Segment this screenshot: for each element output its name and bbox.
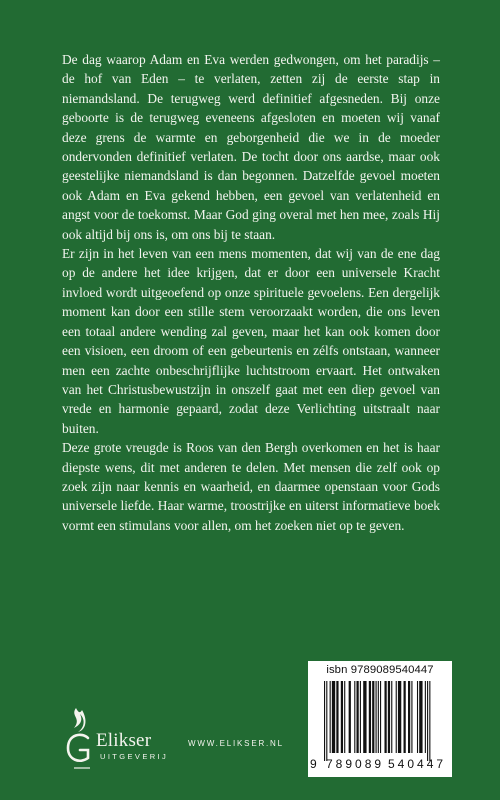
barcode-bar: [427, 681, 428, 761]
publisher-name: Elikser: [96, 730, 152, 751]
isbn-barcode-box: [308, 661, 452, 777]
blurb-paragraph-2: Er zijn in het leven van een mens momenten, dat wij van de ene dag op de andere het idee krijgen, dat er door een universele Kracht invloed wordt uitgeoefend op onze spirituele gevoelens. Een dergelijk moment kan door een stille stem veroorzaakt worden, die ons leven een totaal andere wending zal geven, maar het kan ook komen door een visioen, een droom of een gebeurtenis en zélfs ontstaan, wanneer men een zachte onbeschrijflijke luchtstroom ervaart. Het ontwaken van het Christusbewustzijn in onszelf gaat met een diep gevoel van vrede en harmonie gepaard, zodat deze Verlichting uitstraalt naar buiten.: [62, 246, 440, 436]
barcode-bar: [336, 681, 338, 753]
barcode-bar: [344, 681, 345, 753]
isbn-label: isbn 9789089540447: [326, 664, 434, 676]
barcode-bar: [360, 681, 361, 753]
barcode-bar: [380, 681, 381, 753]
barcode-bar: [429, 681, 430, 761]
blurb-paragraph-1: De dag waarop Adam en Eva werden gedwongen, om het paradijs – de hof van Eden – te verlaten, zetten zij de eerste stap in niemandsland. De terugweg werd definitief afgesneden. Bij onze geboorte is de terugweg eveneens afgesloten en moeten wij vanaf deze grens de warmte en geborgenheid die we in de moeder ondervonden definitief verlaten. De tocht door ons aardse, maar ook geestelijke niemandsland is dan begonnen. Datzelfde gevoel moeten ook Adam en Eva gekend hebben, een gevoel van verlatenheid en angst voor de toekomst. Maar God ging overal met hen mee, zoals Hij ook altijd bij ons is, om ons bij te staan.: [62, 52, 440, 242]
barcode-bar: [417, 681, 418, 753]
publisher-website: WWW.ELIKSER.NL: [188, 739, 284, 748]
publisher-subtitle: UITGEVERIJ: [100, 752, 169, 761]
barcode-bar: [378, 681, 379, 753]
barcode-bar: [425, 681, 426, 753]
blurb-paragraph-3: Deze grote vreugde is Roos van den Bergh overkomen en het is haar diepste wens, dit met anderen te delen. Met mensen die zelf ook op zoek zijn naar kennis en waarheid, en daarmee openstaan voor Gods universele liefde. Haar warme, troostrijke en uiterst informatieve boek vormt een stimulans voor allen, om het zoeken niet op te geven.: [62, 440, 440, 533]
barcode-digits-left: 789089: [326, 757, 385, 771]
barcode-bar: [411, 681, 412, 753]
barcode-bar: [388, 681, 390, 753]
barcode-bar: [349, 681, 351, 753]
barcode-bar: [396, 681, 397, 753]
barcode-bar: [324, 681, 325, 761]
barcode-bar: [330, 681, 331, 753]
barcode-bar: [369, 681, 371, 753]
barcode-bar: [341, 681, 343, 753]
barcode: [316, 681, 444, 761]
barcode-bar: [372, 681, 374, 753]
barcode-bar: [376, 681, 377, 753]
barcode-digits-right: 540447: [388, 757, 447, 771]
barcode-bar: [363, 681, 366, 753]
barcode-bar: [419, 681, 422, 753]
barcode-bar: [384, 681, 386, 753]
barcode-bar: [391, 681, 392, 753]
barcode-bar: [354, 681, 355, 753]
barcode-bar: [356, 681, 358, 753]
blurb-text: [62, 50, 440, 535]
barcode-digit-first: 9: [310, 757, 317, 771]
barcode-bar: [408, 681, 410, 753]
barcode-bar: [398, 681, 401, 753]
barcode-bar: [326, 681, 327, 761]
barcode-bar: [404, 681, 406, 753]
publisher-logo: [62, 704, 182, 774]
barcode-bar: [332, 681, 335, 753]
